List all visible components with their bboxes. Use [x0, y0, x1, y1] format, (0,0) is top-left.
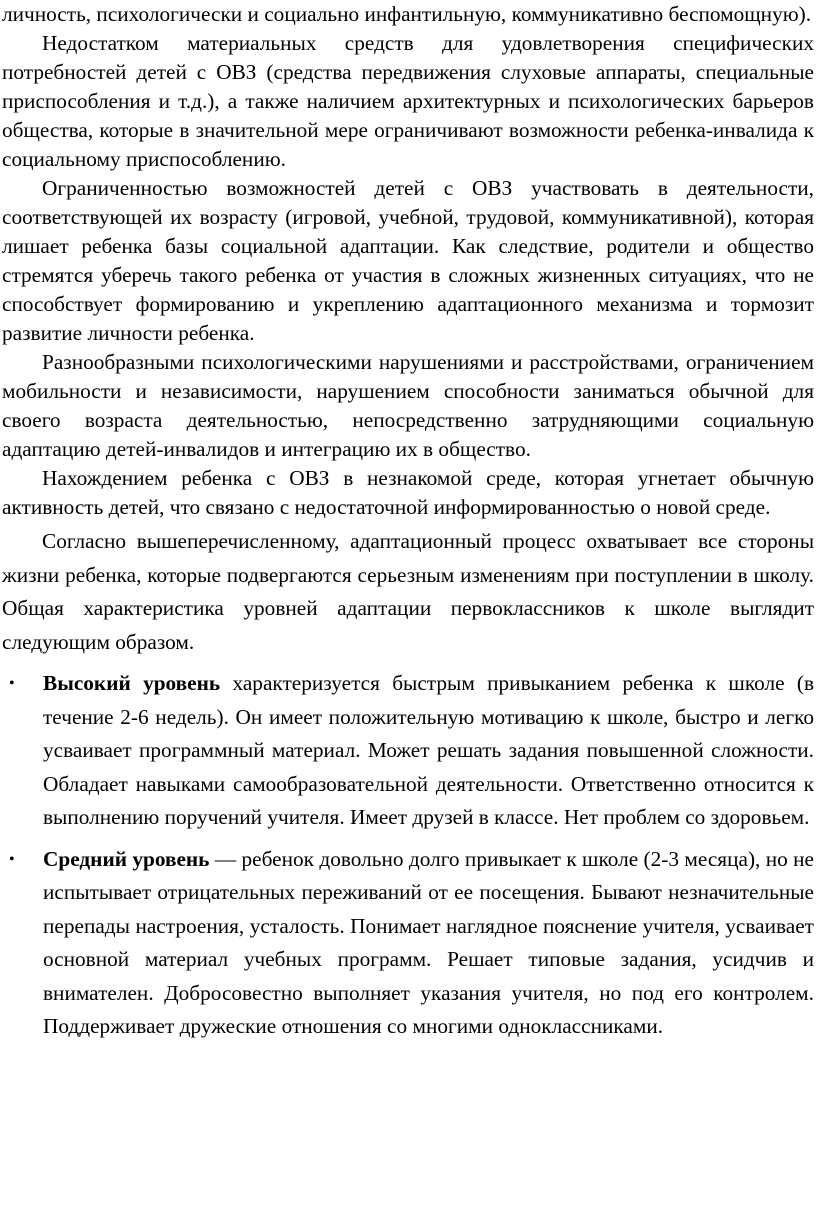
bullet-icon: • [9, 850, 15, 868]
paragraph-continuation: личность, психологически и социально инфантильную, коммуникативно беспомощную). [2, 2, 812, 26]
list-item-medium-level [2, 843, 814, 1044]
paragraph-psychological-disorders: Разнообразными психологическими нарушениями и расстройствами, ограничением мобильности и независимости, нарушением способности заниматься обычной для своего возраста деятельностью, непосредственно затрудняющими социальную адаптацию детей-инвалидов и интеграцию их в общество. [2, 350, 814, 461]
list-item-text: характеризуется быстрым привыканием ребенка к школе (в течение 2-6 недель). Он имеет положительную мотивацию к школе, быстро и легко усваивает программный материал. Может решать задания повышенной сложности. Обладает навыками самообразовательной деятельности. Ответственно относится к выполнению поручений учителя. Имеет друзей в классе. Нет проблем со здоровьем. [43, 671, 815, 829]
paragraph-summary: Согласно вышеперечисленному, адаптационный процесс охватывает все стороны жизни ребенка, которые подвергаются серьезным изменениям при поступлении в школу. Общая характеристика уровней адаптации первоклассников к школе выглядит следующим образом. [2, 529, 814, 654]
paragraph-limited-abilities: Ограниченностью возможностей детей с ОВЗ участвовать в деятельности, соответствующей их возрасту (игровой, учебной, трудовой, коммуникативной), которая лишает ребенка базы социальной адаптации. Как следствие, родители и общество стремятся уберечь такого ребенка от участия в сложных жизненных ситуациях, что не способствует формированию и укреплению адаптационного механизма и тормозит развитие личности ребенка. [2, 176, 814, 345]
list-item-term: Высокий уровень [43, 671, 221, 695]
adaptation-levels-list [2, 667, 814, 1044]
paragraph-unfamiliar-environment: Нахождением ребенка с ОВЗ в незнакомой среде, которая угнетает обычную активность детей, что связано с недостаточной информированностью о новой среде. [2, 466, 814, 519]
list-item-high-level [2, 667, 814, 835]
bullet-icon: • [9, 675, 15, 692]
list-item-text: — ребенок довольно долго привыкает к школе (2-3 месяца), но не испытывает отрицательных переживаний от ее посещения. Бывают незначительные перепады настроения, усталость. Понимает наглядное пояснение учителя, усваивает основной материал учебных программ. Решает типовые задания, усидчив и внимателен. Добросовестно выполняет указания учителя, но под его контролем. Поддерживает дружеские отношения со многими одноклассниками. [43, 846, 814, 1038]
paragraph-material-means: Недостатком материальных средств для удовлетворения специфических потребностей детей с ОВЗ (средства передвижения слуховые аппараты, специальные приспособления и т.д.), а также наличием архитектурных и психологических барьеров общества, которые в значительной мере ограничивают возможности ребенка-инвалида к социальному приспособлению. [2, 31, 814, 171]
list-item-term: Средний уровень [43, 846, 210, 871]
